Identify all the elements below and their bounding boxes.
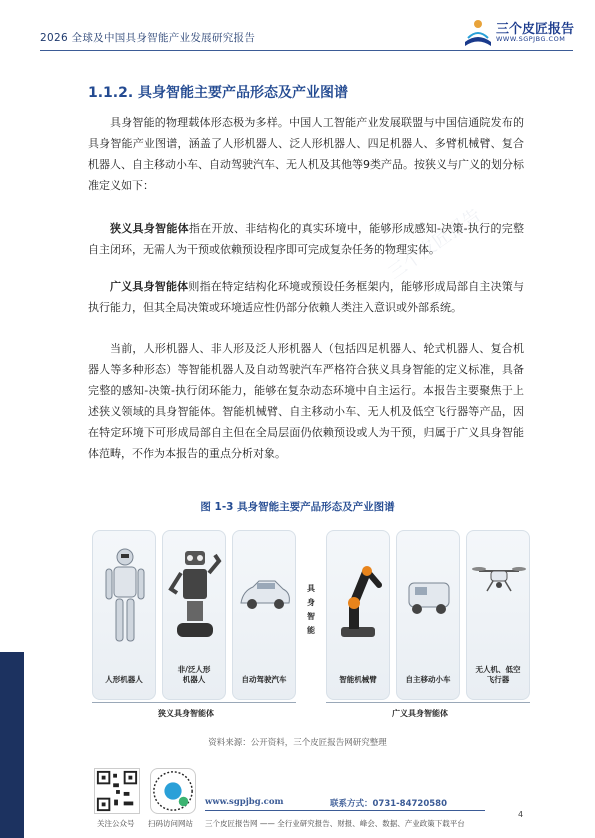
- card-wheeled-robot: [162, 530, 226, 700]
- card-humanoid-robot: [92, 530, 156, 700]
- figure-source: 资料来源：公开资料，三个皮匠报告网研究整理: [208, 738, 387, 748]
- website-qr-code[interactable]: [150, 768, 196, 814]
- header-divider: [40, 50, 573, 51]
- broad-group-label: 广义具身智能体: [392, 709, 448, 718]
- book-logo-icon: [462, 16, 494, 48]
- page-number: 4: [518, 810, 524, 819]
- center-label: 具身智能: [307, 584, 315, 635]
- robot-arm-icon: [331, 541, 387, 651]
- narrow-group-label: 狭义具身智能体: [158, 709, 214, 718]
- logo-text: 三个皮匠报告: [496, 22, 575, 37]
- card-robot-arm: [326, 530, 390, 700]
- header-title: 2026 全球及中国具身智能产业发展研究报告: [40, 32, 256, 44]
- paragraph-scope: 当前，人形机器人、非人形及泛人形机器人（包括四足机器人、轮式机器人、复合机器人等多种形态）等智能机器人及自动驾驶汽车严格符合狭义具身智能的定义标准，具备完整的感知-决策-执行闭环能力，能够在复杂动态环境中自主运行。本报告主要聚焦于上述狭义领域的具身智能体。智能机械臂、自主移动小车、无人机及低空飞行器等产品，因在特定环境下可形成局部自主但在全局层面仍依赖预设或人为干预，归属于广义具身智能体范畴，不作为本报告的重点分析对象。: [88, 342, 524, 460]
- brand-logo[interactable]: [462, 16, 574, 48]
- card-autonomous-car: [232, 530, 296, 700]
- page-header: [0, 0, 595, 56]
- footer-divider: [205, 810, 485, 811]
- figure-title: 图 1-3 具身智能主要产品形态及产业图谱: [200, 501, 395, 513]
- card-label: 无人机、低空 飞行器: [475, 665, 521, 684]
- qr2-label: 扫码访问网站: [148, 819, 193, 828]
- card-label: 人形机器人: [105, 675, 143, 684]
- qr1-label: 关注公众号: [97, 819, 135, 828]
- logo-subtext: WWW.SGPJBG.COM: [496, 35, 566, 43]
- product-form-figure: [86, 522, 532, 727]
- watermark: 三个皮匠报告: [384, 204, 486, 284]
- mini-program-code-icon: [151, 769, 195, 813]
- card-label: 自动驾驶汽车: [241, 675, 287, 684]
- qr-code-icon: [95, 769, 139, 813]
- footer-description: 三个皮匠报告网 —— 全行业研究报告、财报、峰会、数据、产业政策下载平台: [205, 819, 465, 828]
- footer-website-link[interactable]: www.sgpjbg.com: [205, 797, 284, 807]
- card-label: 非/泛人形 机器人: [177, 665, 211, 684]
- broad-definition-text: 则指在特定结构化环境或预设任务框架内，能够形成局部自主决策与执行能力，但其全局决策或环境适应性仍部分依赖人类注入意识或外部系统。: [88, 280, 525, 314]
- broad-term: 广义具身智能体: [110, 280, 189, 293]
- section-title: 1.1.2. 具身智能主要产品形态及产业图谱: [88, 85, 349, 101]
- card-label: 自主移动小车: [405, 675, 451, 684]
- card-mobile-cart: [396, 530, 460, 700]
- card-drone: [466, 530, 530, 700]
- car-icon: [237, 541, 293, 651]
- narrow-term: 狭义具身智能体: [110, 222, 189, 235]
- wechat-qr-code[interactable]: [94, 768, 140, 814]
- paragraph-broad-definition: [88, 276, 524, 318]
- paragraph-intro: 具身智能的物理载体形态极为多样。中国人工智能产业发展联盟与中国信通院发布的具身智能产业图谱，涵盖了人形机器人、泛人形机器人、四足机器人、多臂机械臂、复合机器人、自主移动小车、自动驾驶汽车、无人机及其他等9类产品。按狭义与广义的划分标准定义如下：: [88, 116, 524, 192]
- narrow-definition-text: 指在开放、非结构化的真实环境中，能够形成感知-决策-执行的完整自主闭环，无需人为干预或依赖预设程序即可完成复杂任务的物理实体。: [88, 222, 525, 256]
- mobile-cart-icon: [401, 541, 457, 651]
- broad-group-line: [326, 702, 530, 703]
- paragraph-narrow-definition: [88, 218, 524, 260]
- drone-icon: [471, 541, 527, 651]
- narrow-group-line: [92, 702, 296, 703]
- humanoid-robot-icon: [97, 541, 153, 651]
- card-label: 智能机械臂: [339, 675, 377, 684]
- wheeled-robot-icon: [167, 541, 223, 651]
- footer-contact: 联系方式：0731-84720580: [330, 799, 448, 809]
